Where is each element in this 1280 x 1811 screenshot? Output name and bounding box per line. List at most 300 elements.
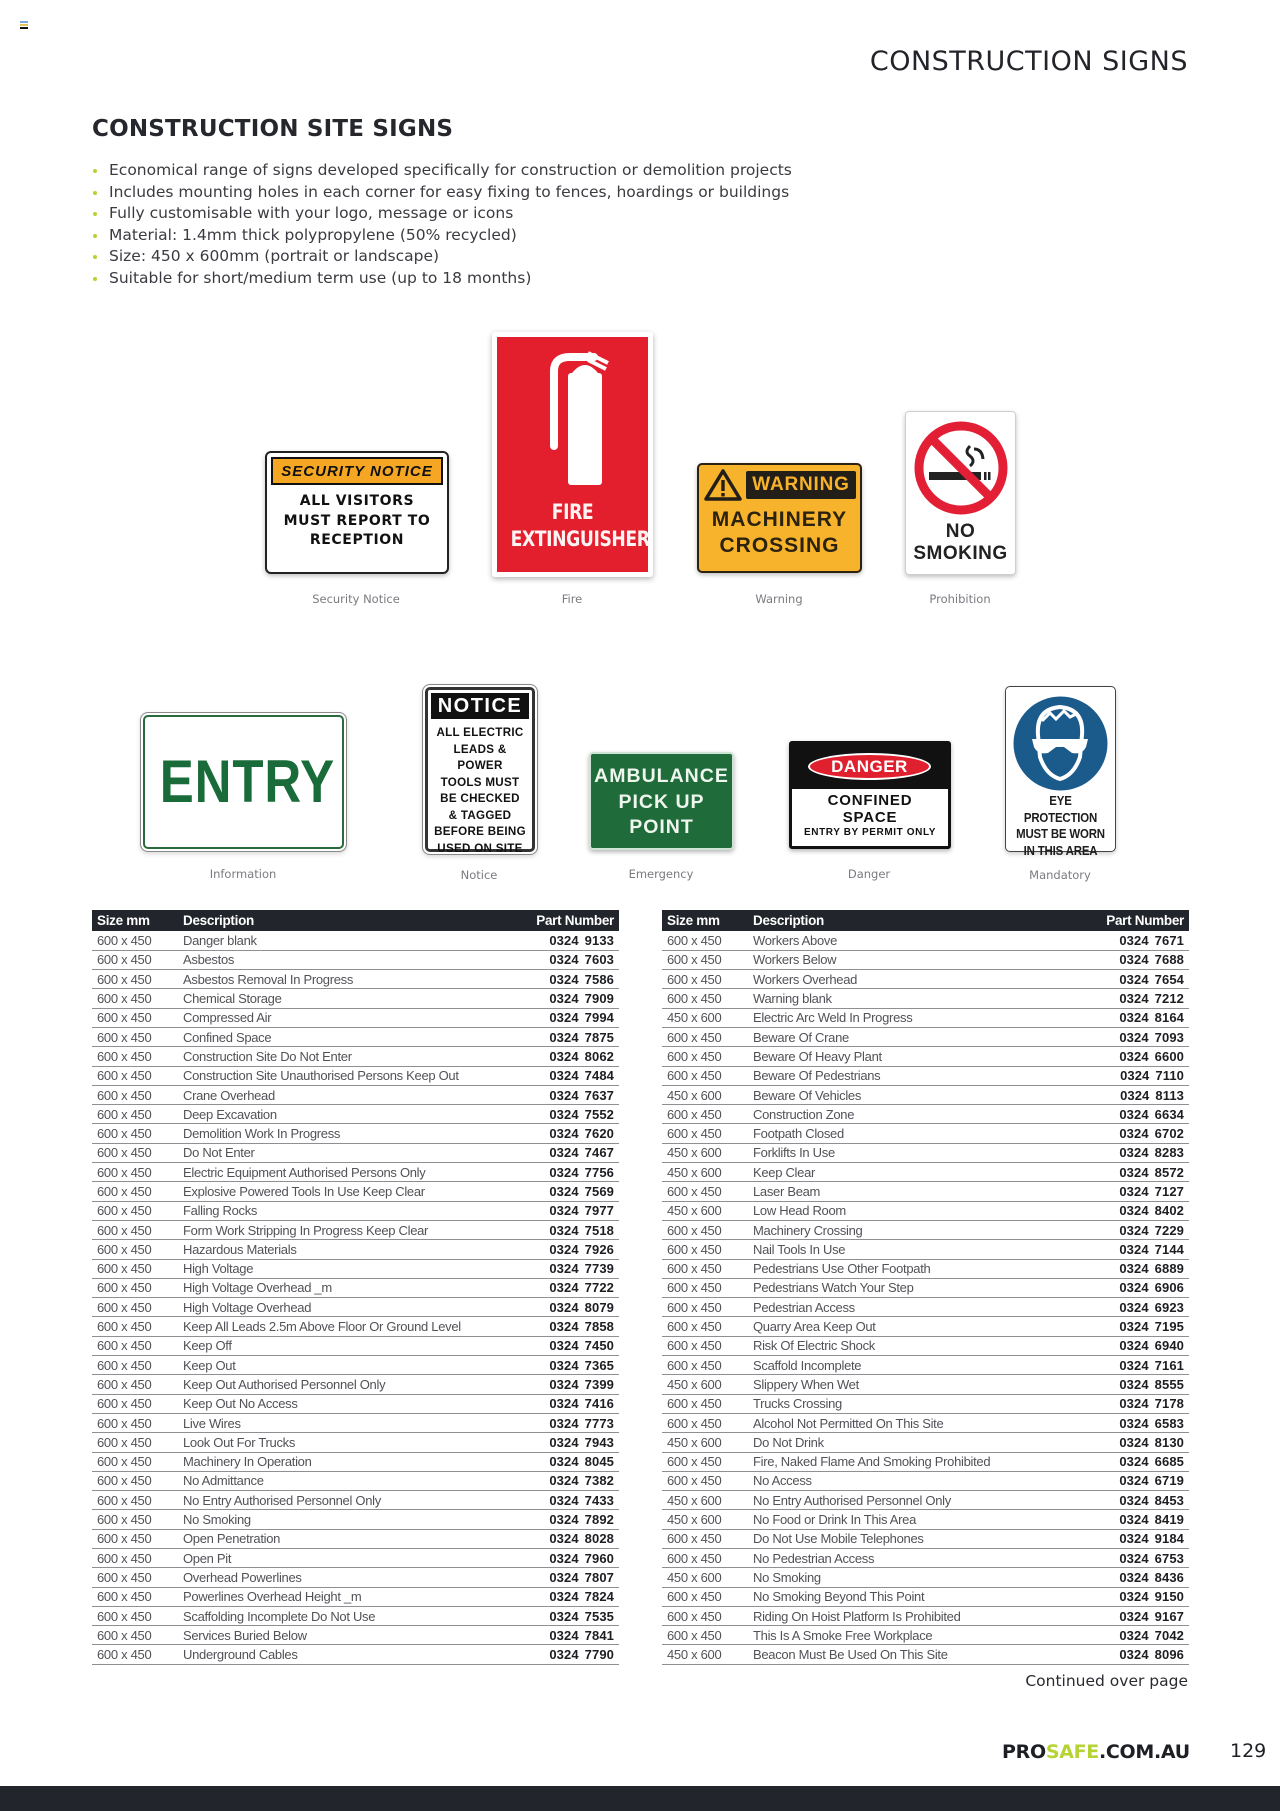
table-row (662, 1413, 1189, 1432)
table-row (92, 931, 619, 950)
sign-header: DANGER (808, 753, 931, 780)
table-row (92, 1568, 619, 1587)
size-cell: 600 x 450 (92, 1606, 178, 1625)
table-row (662, 1066, 1189, 1085)
size-cell: 600 x 450 (92, 1471, 178, 1490)
eye-protection-icon (1012, 695, 1109, 792)
part-number-cell: 0324 7518 (509, 1220, 619, 1239)
part-number-cell: 0324 6719 (1079, 1471, 1189, 1490)
part-number-cell: 0324 7484 (509, 1066, 619, 1085)
table-row (662, 931, 1189, 950)
size-cell: 600 x 450 (92, 1356, 178, 1375)
continued-note: Continued over page (1025, 1672, 1188, 1690)
part-number-cell: 0324 6600 (1079, 1047, 1189, 1066)
part-number-cell: 0324 6889 (1079, 1259, 1189, 1278)
size-cell: 450 x 600 (662, 1375, 748, 1394)
part-number-cell: 0324 7858 (509, 1317, 619, 1336)
size-cell: 600 x 450 (662, 1259, 748, 1278)
part-number-cell: 0324 7620 (509, 1124, 619, 1143)
part-number-cell: 0324 7807 (509, 1568, 619, 1587)
description-cell: Keep Out Authorised Personnel Only (178, 1375, 509, 1394)
table-row (662, 1085, 1189, 1104)
size-cell: 600 x 450 (92, 1259, 178, 1278)
size-cell: 600 x 450 (662, 1413, 748, 1432)
description-cell: No Admittance (178, 1471, 509, 1490)
part-number-cell: 0324 8283 (1079, 1143, 1189, 1162)
description-cell: Beware Of Heavy Plant (748, 1047, 1079, 1066)
notice-sign (425, 687, 535, 855)
description-cell: Construction Site Unauthorised Persons Keep Out (178, 1066, 509, 1085)
part-number-cell: 0324 8436 (1079, 1568, 1189, 1587)
table-row (92, 1645, 619, 1664)
description-cell: Riding On Hoist Platform Is Prohibited (748, 1606, 1079, 1625)
part-number-cell: 0324 8453 (1079, 1491, 1189, 1510)
sign-text: CONFINED SPACE ENTRY BY PERMIT ONLY (803, 792, 937, 838)
part-number-cell: 0324 7994 (509, 1008, 619, 1027)
feature-item: Suitable for short/medium term use (up to 18 months) (92, 268, 792, 290)
size-cell: 600 x 450 (662, 1452, 748, 1471)
size-cell: 600 x 450 (662, 1105, 748, 1124)
part-number-cell: 0324 9184 (1079, 1529, 1189, 1548)
size-cell: 600 x 450 (662, 1529, 748, 1548)
size-cell: 600 x 450 (92, 1278, 178, 1297)
part-number-cell: 0324 7399 (509, 1375, 619, 1394)
part-number-cell: 0324 7603 (509, 950, 619, 969)
table-row (92, 1317, 619, 1336)
table-row (662, 1298, 1189, 1317)
part-number-cell: 0324 7756 (509, 1163, 619, 1182)
part-number-cell: 0324 7637 (509, 1085, 619, 1104)
size-cell: 600 x 450 (662, 1278, 748, 1297)
fire-extinguisher-icon (542, 351, 612, 496)
part-number-cell: 0324 8028 (509, 1529, 619, 1548)
size-cell: 600 x 450 (92, 1163, 178, 1182)
table-row (662, 1529, 1189, 1548)
table-row (662, 1240, 1189, 1259)
table-row (662, 1317, 1189, 1336)
table-row (662, 1124, 1189, 1143)
size-cell: 600 x 450 (662, 970, 748, 989)
size-cell: 600 x 450 (662, 1549, 748, 1568)
table-row (662, 1259, 1189, 1278)
size-cell: 600 x 450 (92, 1549, 178, 1568)
part-number-cell: 0324 7892 (509, 1510, 619, 1529)
part-number-cell: 0324 7688 (1079, 950, 1189, 969)
sign-header: SECURITY NOTICE (271, 457, 443, 485)
table-row (92, 1626, 619, 1645)
size-cell: 450 x 600 (662, 1491, 748, 1510)
description-cell: Live Wires (178, 1413, 509, 1432)
table-row (662, 1549, 1189, 1568)
table-row (662, 1433, 1189, 1452)
part-number-cell: 0324 7042 (1079, 1626, 1189, 1645)
table-row (662, 1143, 1189, 1162)
size-cell: 450 x 600 (662, 1433, 748, 1452)
part-number-cell: 0324 7382 (509, 1471, 619, 1490)
sign-text: ALL ELECTRIC LEADS & POWER TOOLS MUST BE CHECKED & TAGGED BEFORE BEING USED ON SITE (434, 726, 526, 855)
no-smoking-sign (905, 411, 1016, 575)
description-cell: Forklifts In Use (748, 1143, 1079, 1162)
description-cell: Workers Overhead (748, 970, 1079, 989)
column-header-description: Description (178, 910, 509, 931)
size-cell: 600 x 450 (92, 1587, 178, 1606)
size-cell: 450 x 600 (662, 1568, 748, 1587)
part-number-cell: 0324 7960 (509, 1549, 619, 1568)
part-number-cell: 0324 7229 (1079, 1220, 1189, 1239)
part-number-cell: 0324 9133 (509, 931, 619, 950)
part-number-cell: 0324 6634 (1079, 1105, 1189, 1124)
size-cell: 600 x 450 (662, 1240, 748, 1259)
table-row (92, 1356, 619, 1375)
description-cell: High Voltage Overhead _m (178, 1278, 509, 1297)
part-number-cell: 0324 7739 (509, 1259, 619, 1278)
size-cell: 600 x 450 (92, 1027, 178, 1046)
part-number-cell: 0324 8096 (1079, 1645, 1189, 1664)
size-cell: 600 x 450 (92, 1124, 178, 1143)
ambulance-sign (589, 752, 734, 850)
description-cell: No Smoking (178, 1510, 509, 1529)
sign-caption: Notice (460, 868, 498, 882)
table-row (662, 1047, 1189, 1066)
part-number-cell: 0324 7909 (509, 989, 619, 1008)
size-cell: 600 x 450 (92, 970, 178, 989)
part-number-cell: 0324 9150 (1079, 1587, 1189, 1606)
description-cell: Nail Tools In Use (748, 1240, 1079, 1259)
size-cell: 600 x 450 (92, 1510, 178, 1529)
description-cell: Keep All Leads 2.5m Above Floor Or Ground Level (178, 1317, 509, 1336)
size-cell: 600 x 450 (92, 1317, 178, 1336)
part-number-cell: 0324 6753 (1079, 1549, 1189, 1568)
description-cell: Trucks Crossing (748, 1394, 1079, 1413)
description-cell: No Pedestrian Access (748, 1549, 1079, 1568)
table-row (92, 1182, 619, 1201)
danger-sign (789, 741, 951, 849)
sign-caption: Security Notice (312, 592, 400, 606)
size-cell: 600 x 450 (92, 1645, 178, 1664)
part-number-cell: 0324 7824 (509, 1587, 619, 1606)
security-notice-sign (265, 451, 449, 574)
sign-caption: Danger (847, 867, 891, 881)
size-cell: 600 x 450 (92, 1375, 178, 1394)
part-number-cell: 0324 6940 (1079, 1336, 1189, 1355)
description-cell: Form Work Stripping In Progress Keep Clear (178, 1220, 509, 1239)
table-row (92, 1124, 619, 1143)
part-number-cell: 0324 9167 (1079, 1606, 1189, 1625)
description-cell: Do Not Enter (178, 1143, 509, 1162)
size-cell: 450 x 600 (662, 1645, 748, 1664)
part-number-cell: 0324 6923 (1079, 1298, 1189, 1317)
size-cell: 600 x 450 (92, 950, 178, 969)
description-cell: Electric Equipment Authorised Persons Only (178, 1163, 509, 1182)
description-cell: Construction Site Do Not Enter (178, 1047, 509, 1066)
description-cell: Pedestrian Access (748, 1298, 1079, 1317)
description-cell: Services Buried Below (178, 1626, 509, 1645)
sign-caption: Fire (561, 592, 583, 606)
description-cell: Hazardous Materials (178, 1240, 509, 1259)
table-row (92, 1220, 619, 1239)
description-cell: No Smoking (748, 1568, 1079, 1587)
part-number-cell: 0324 7926 (509, 1240, 619, 1259)
part-number-cell: 0324 7127 (1079, 1182, 1189, 1201)
description-cell: Do Not Use Mobile Telephones (748, 1529, 1079, 1548)
sign-text: NO SMOKING (913, 521, 1008, 564)
table-row (92, 1375, 619, 1394)
feature-list (92, 160, 792, 290)
table-row (92, 1085, 619, 1104)
description-cell: Workers Below (748, 950, 1079, 969)
part-number-cell: 0324 7569 (509, 1182, 619, 1201)
description-cell: No Entry Authorised Personnel Only (178, 1491, 509, 1510)
part-number-cell: 0324 7212 (1079, 989, 1189, 1008)
feature-item: Material: 1.4mm thick polypropylene (50% recycled) (92, 225, 792, 247)
description-cell: Laser Beam (748, 1182, 1079, 1201)
table-row (662, 1626, 1189, 1645)
brand-link[interactable]: PROSAFE.COM.AU (1002, 1741, 1190, 1763)
size-cell: 600 x 450 (662, 1336, 748, 1355)
size-cell: 600 x 450 (92, 1085, 178, 1104)
size-cell: 600 x 450 (92, 1008, 178, 1027)
table-row (92, 1491, 619, 1510)
table-row (92, 1066, 619, 1085)
description-cell: Construction Zone (748, 1105, 1079, 1124)
part-number-cell: 0324 7433 (509, 1491, 619, 1510)
description-cell: Powerlines Overhead Height _m (178, 1587, 509, 1606)
description-cell: Beacon Must Be Used On This Site (748, 1645, 1079, 1664)
part-number-cell: 0324 7178 (1079, 1394, 1189, 1413)
description-cell: Open Pit (178, 1549, 509, 1568)
table-row (662, 1587, 1189, 1606)
size-cell: 600 x 450 (662, 1124, 748, 1143)
description-cell: No Entry Authorised Personnel Only (748, 1491, 1079, 1510)
table-row (92, 950, 619, 969)
description-cell: Keep Out No Access (178, 1394, 509, 1413)
description-cell: Deep Excavation (178, 1105, 509, 1124)
description-cell: Footpath Closed (748, 1124, 1079, 1143)
description-cell: Beware Of Crane (748, 1027, 1079, 1046)
size-cell: 600 x 450 (92, 1047, 178, 1066)
page-title: CONSTRUCTION SITE SIGNS (92, 116, 454, 142)
sign-caption: Mandatory (1029, 868, 1091, 882)
fire-extinguisher-sign (492, 332, 653, 577)
description-cell: Alcohol Not Permitted On This Site (748, 1413, 1079, 1432)
description-cell: Overhead Powerlines (178, 1568, 509, 1587)
part-number-cell: 0324 6583 (1079, 1413, 1189, 1432)
description-cell: Keep Off (178, 1336, 509, 1355)
size-cell: 600 x 450 (662, 1027, 748, 1046)
warning-triangle-icon (704, 469, 742, 506)
description-cell: No Access (748, 1471, 1079, 1490)
part-number-cell: 0324 7654 (1079, 970, 1189, 989)
page-number: 129 (1230, 1740, 1267, 1762)
part-number-cell: 0324 6685 (1079, 1452, 1189, 1471)
description-cell: This Is A Smoke Free Workplace (748, 1626, 1079, 1645)
description-cell: Beware Of Pedestrians (748, 1066, 1079, 1085)
sign-text: ENTRY (159, 748, 335, 815)
description-cell: Pedestrians Use Other Footpath (748, 1259, 1079, 1278)
size-cell: 450 x 600 (662, 1085, 748, 1104)
table-row (662, 1568, 1189, 1587)
part-number-cell: 0324 7552 (509, 1105, 619, 1124)
size-cell: 450 x 600 (662, 1008, 748, 1027)
table-row (92, 1336, 619, 1355)
feature-item: Fully customisable with your logo, message or icons (92, 203, 792, 225)
table-row (92, 989, 619, 1008)
sign-text: AMBULANCE PICK UP POINT (594, 765, 729, 838)
part-number-cell: 0324 8079 (509, 1298, 619, 1317)
table-row (662, 989, 1189, 1008)
parts-table-left (92, 910, 619, 1665)
size-cell: 600 x 450 (662, 1394, 748, 1413)
parts-table-right (662, 910, 1189, 1665)
description-cell: No Food or Drink In This Area (748, 1510, 1079, 1529)
table-row (92, 970, 619, 989)
table-row (92, 1008, 619, 1027)
part-number-cell: 0324 7722 (509, 1278, 619, 1297)
part-number-cell: 0324 7790 (509, 1645, 619, 1664)
part-number-cell: 0324 7467 (509, 1143, 619, 1162)
part-number-cell: 0324 7161 (1079, 1356, 1189, 1375)
table-row (662, 1471, 1189, 1490)
sign-header: NOTICE (431, 693, 529, 719)
table-row (662, 1491, 1189, 1510)
table-row (662, 1220, 1189, 1239)
part-number-cell: 0324 7365 (509, 1356, 619, 1375)
part-number-cell: 0324 7977 (509, 1201, 619, 1220)
description-cell: Asbestos (178, 950, 509, 969)
size-cell: 600 x 450 (92, 1433, 178, 1452)
description-cell: Falling Rocks (178, 1201, 509, 1220)
table-row (92, 1201, 619, 1220)
description-cell: Quarry Area Keep Out (748, 1317, 1079, 1336)
table-row (662, 1105, 1189, 1124)
column-header-part-number: Part Number (1079, 910, 1189, 931)
description-cell: Scaffolding Incomplete Do Not Use (178, 1606, 509, 1625)
part-number-cell: 0324 8045 (509, 1452, 619, 1471)
sign-caption: Emergency (628, 867, 694, 881)
part-number-cell: 0324 7144 (1079, 1240, 1189, 1259)
table-row (92, 1163, 619, 1182)
description-cell: Warning blank (748, 989, 1079, 1008)
part-number-cell: 0324 7110 (1079, 1066, 1189, 1085)
sign-caption: Information (209, 867, 277, 881)
description-cell: Scaffold Incomplete (748, 1356, 1079, 1375)
description-cell: Chemical Storage (178, 989, 509, 1008)
table-row (92, 1394, 619, 1413)
part-number-cell: 0324 7093 (1079, 1027, 1189, 1046)
size-cell: 600 x 450 (662, 1298, 748, 1317)
sign-text: ALL VISITORS MUST REPORT TO RECEPTION (283, 493, 431, 548)
table-row (662, 950, 1189, 969)
table-row (92, 1143, 619, 1162)
table-row (92, 1278, 619, 1297)
size-cell: 600 x 450 (92, 989, 178, 1008)
no-smoking-icon (912, 419, 1010, 517)
column-header-description: Description (748, 910, 1079, 931)
part-number-cell: 0324 7671 (1079, 931, 1189, 950)
size-cell: 600 x 450 (92, 1220, 178, 1239)
description-cell: Do Not Drink (748, 1433, 1079, 1452)
table-row (662, 1510, 1189, 1529)
table-row (662, 1027, 1189, 1046)
warning-sign (697, 463, 862, 573)
part-number-cell: 0324 7773 (509, 1413, 619, 1432)
part-number-cell: 0324 7450 (509, 1336, 619, 1355)
table-row (92, 1240, 619, 1259)
description-cell: Compressed Air (178, 1008, 509, 1027)
table-row (92, 1105, 619, 1124)
table-row (92, 1259, 619, 1278)
column-header-size: Size mm (92, 910, 178, 931)
part-number-cell: 0324 8062 (509, 1047, 619, 1066)
size-cell: 600 x 450 (662, 1587, 748, 1606)
table-row (92, 1471, 619, 1490)
size-cell: 600 x 450 (92, 1452, 178, 1471)
size-cell: 450 x 600 (662, 1510, 748, 1529)
part-number-cell: 0324 6906 (1079, 1278, 1189, 1297)
table-row (662, 1278, 1189, 1297)
size-cell: 600 x 450 (662, 989, 748, 1008)
size-cell: 600 x 450 (92, 1182, 178, 1201)
description-cell: Crane Overhead (178, 1085, 509, 1104)
sign-text: FIRE EXTINGUISHER (510, 500, 650, 551)
size-cell: 600 x 450 (92, 1568, 178, 1587)
table-row (662, 1645, 1189, 1664)
description-cell: Fire, Naked Flame And Smoking Prohibited (748, 1452, 1079, 1471)
description-cell: Asbestos Removal In Progress (178, 970, 509, 989)
table-row (92, 1510, 619, 1529)
sign-text: MACHINERY CROSSING (711, 508, 848, 557)
size-cell: 600 x 450 (662, 950, 748, 969)
table-row (92, 1413, 619, 1432)
column-header-size: Size mm (662, 910, 748, 931)
section-heading: CONSTRUCTION SIGNS (869, 46, 1188, 77)
size-cell: 600 x 450 (92, 1413, 178, 1432)
description-cell: Keep Out (178, 1356, 509, 1375)
part-number-cell: 0324 8113 (1079, 1085, 1189, 1104)
part-number-cell: 0324 8419 (1079, 1510, 1189, 1529)
size-cell: 600 x 450 (662, 1606, 748, 1625)
column-header-part-number: Part Number (509, 910, 619, 931)
part-number-cell: 0324 7943 (509, 1433, 619, 1452)
description-cell: Slippery When Wet (748, 1375, 1079, 1394)
part-number-cell: 0324 8402 (1079, 1201, 1189, 1220)
size-cell: 600 x 450 (92, 1529, 178, 1548)
entry-sign (143, 715, 344, 849)
size-cell: 450 x 600 (662, 1143, 748, 1162)
description-cell: Explosive Powered Tools In Use Keep Clear (178, 1182, 509, 1201)
size-cell: 600 x 450 (662, 1182, 748, 1201)
description-cell: Demolition Work In Progress (178, 1124, 509, 1143)
table-row (662, 1201, 1189, 1220)
sign-text: EYE PROTECTION MUST BE WORN IN THIS AREA (1016, 793, 1105, 858)
description-cell: No Smoking Beyond This Point (748, 1587, 1079, 1606)
table-row (92, 1452, 619, 1471)
eye-protection-sign (1005, 686, 1116, 858)
size-cell: 600 x 450 (662, 1626, 748, 1645)
table-row (662, 1452, 1189, 1471)
description-cell: High Voltage Overhead (178, 1298, 509, 1317)
color-bar-mark (20, 21, 28, 29)
table-row (662, 1394, 1189, 1413)
description-cell: Low Head Room (748, 1201, 1079, 1220)
part-number-cell: 0324 7875 (509, 1027, 619, 1046)
description-cell: Look Out For Trucks (178, 1433, 509, 1452)
part-number-cell: 0324 8130 (1079, 1433, 1189, 1452)
table-row (662, 1336, 1189, 1355)
size-cell: 600 x 450 (92, 1394, 178, 1413)
description-cell: Pedestrians Watch Your Step (748, 1278, 1079, 1297)
description-cell: Open Penetration (178, 1529, 509, 1548)
